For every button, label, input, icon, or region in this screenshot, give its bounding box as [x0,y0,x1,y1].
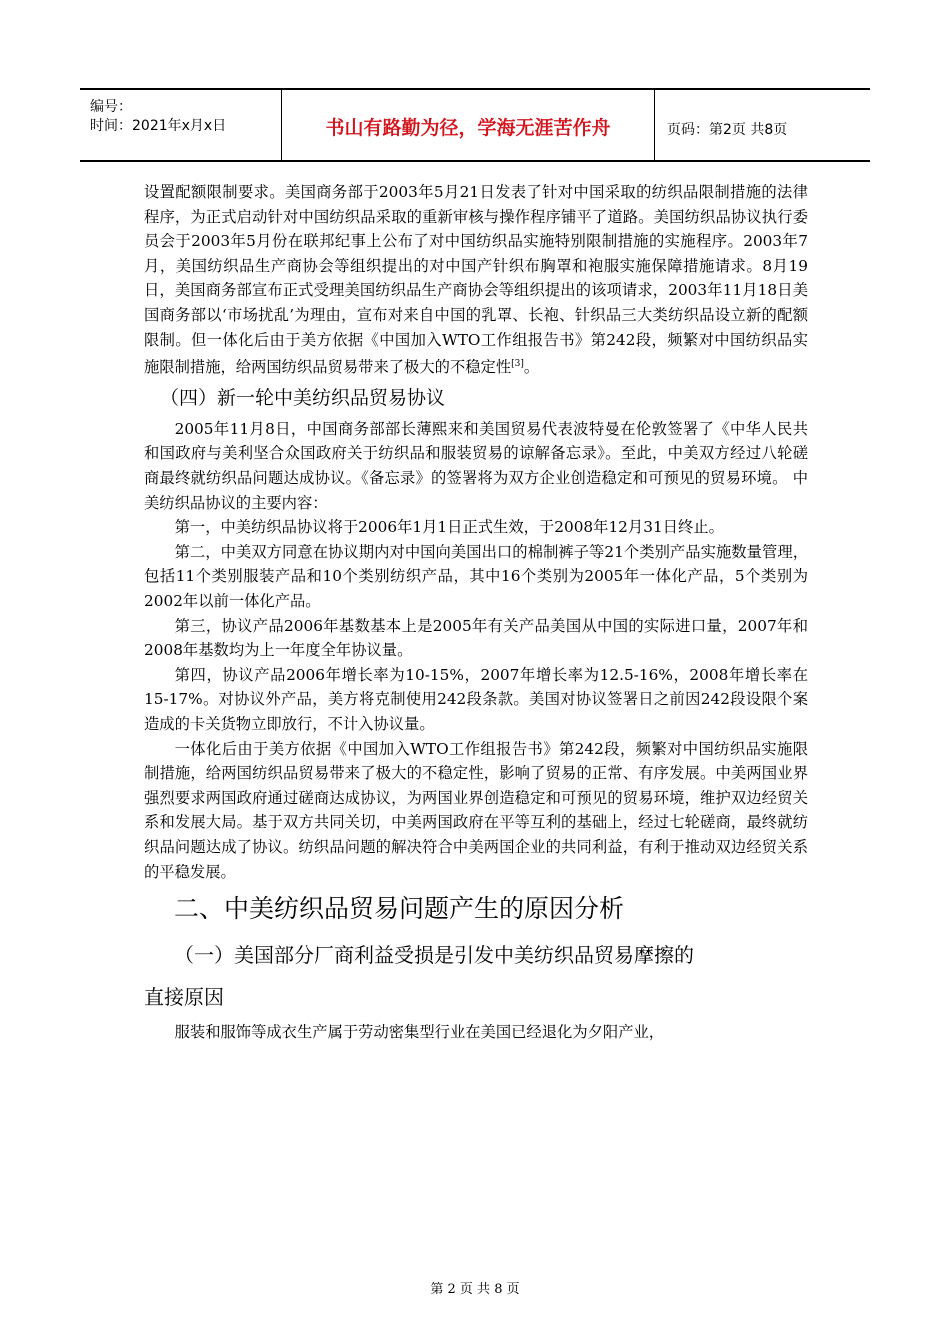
time-label: 时间：2021年x月x日 [90,118,227,134]
paragraph-2: 2005年11月8日，中国商务部部长薄熙来和美国贸易代表波特曼在伦敦签署了《中华人民共和国政府与美利坚合众国政府关于纺织品和服装贸易的谅解备忘录》。至此，中美双方经过八轮磋商最终就纺织品问题达成协议。《备忘录》的签署将为双方企业创造稳定和可预见的贸易环境。 中美纺织品协议的主要内容： [144,419,808,512]
header-info-cell [80,90,282,160]
paragraph-6: 第四，协议产品2006年增长率为10-15%，2007年增长率为12.5-16%，2008年增长率在15-17%。对协议外产品，美方将克制使用242段条款。美国对协议签署日之前因242段设限个案造成的卡关货物立即放行，不计入协议量。 [144,665,808,733]
paragraph-5: 第三，协议产品2006年基数基本上是2005年有关产品美国从中国的实际进口量，2007年和2008年基数均为上一年度全年协议量。 [144,616,808,660]
paragraph-1: 设置配额限制要求。美国商务部于2003年5月21日发表了针对中国采取的纺织品限制措施的法律程序，为正式启动针对中国纺织品采取的重新审核与操作程序铺平了道路。美国纺织品协议执行委员会于2003年5月份在联邦纪事上公布了对中国纺织品实施特别限制措施的实施程序。2003年7月，美国纺织品生产商协会等组织提出的对中国产针织布胸罩和袍服实施保障措施请求。8月19日，美国商务部宣布正式受理美国纺织品生产商协会等组织提出的该项请求，2003年11月18日美国商务部以‘市场扰乱’为理由，宣布对来自中国的乳罩、长袍、针织品三大类纺织品设立新的配额限制。但一体化后由于美方依据《中国加入WTO工作组报告书》第242段，频繁对中国纺织品实施限制措施，给两国纺织品贸易带来了极大的不稳定性[3]。 [144,183,808,377]
page-info: 页码：第2页 共8页 [667,122,788,138]
section-heading-4: （四）新一轮中美纺织品贸易协议 [160,386,446,409]
paragraph-8: 服装和服饰等成衣生产属于劳动密集型行业在美国已经退化为夕阳产业， [174,1023,665,1042]
header-page-cell [655,90,870,160]
chapter-heading-2: 二、中美纺织品贸易问题产生的原因分析 [174,894,625,924]
section-heading-2-1: （一）美国部分厂商利益受损是引发中美纺织品贸易摩擦的 直接原因 [144,943,694,1010]
header-motto-cell [282,90,655,160]
page-header-table [80,88,870,162]
page-footer: 第 2 页 共 8 页 [430,1282,520,1297]
paragraph-3: 第一，中美纺织品协议将于2006年1月1日正式生效，于2008年12月31日终止。 [174,518,724,537]
paragraph-7: 一体化后由于美方依据《中国加入WTO工作组报告书》第242段，频繁对中国纺织品实施限制措施，给两国纺织品贸易带来了极大的不稳定性，影响了贸易的正常、有序发展。中美两国业界强烈要求两国政府通过磋商达成协议，为两国业界创造稳定和可预见的贸易环境，维护双边经贸关系和发展大局。基于双方共同关切，中美两国政府在平等互利的基础上，经过七轮磋商，最终就纺织品问题达成了协议。纺织品问题的解决符合中美两国企业的共同利益，有利于推动双边经贸关系的平稳发展。 [144,739,808,881]
number-label: 编号： [90,99,132,115]
motto-text: 书山有路勤为径，学海无涯苦作舟 [325,117,611,139]
document-body [144,180,808,1045]
citation-ref: [3] [511,359,524,370]
paragraph-4: 第二，中美双方同意在协议期内对中国向美国出口的棉制裤子等21个类别产品实施数量管理，包括11个类别服装产品和10个类别纺织产品，其中16个类别为2005年一体化产品，5个类别为2002年以前一体化产品。 [144,542,808,610]
